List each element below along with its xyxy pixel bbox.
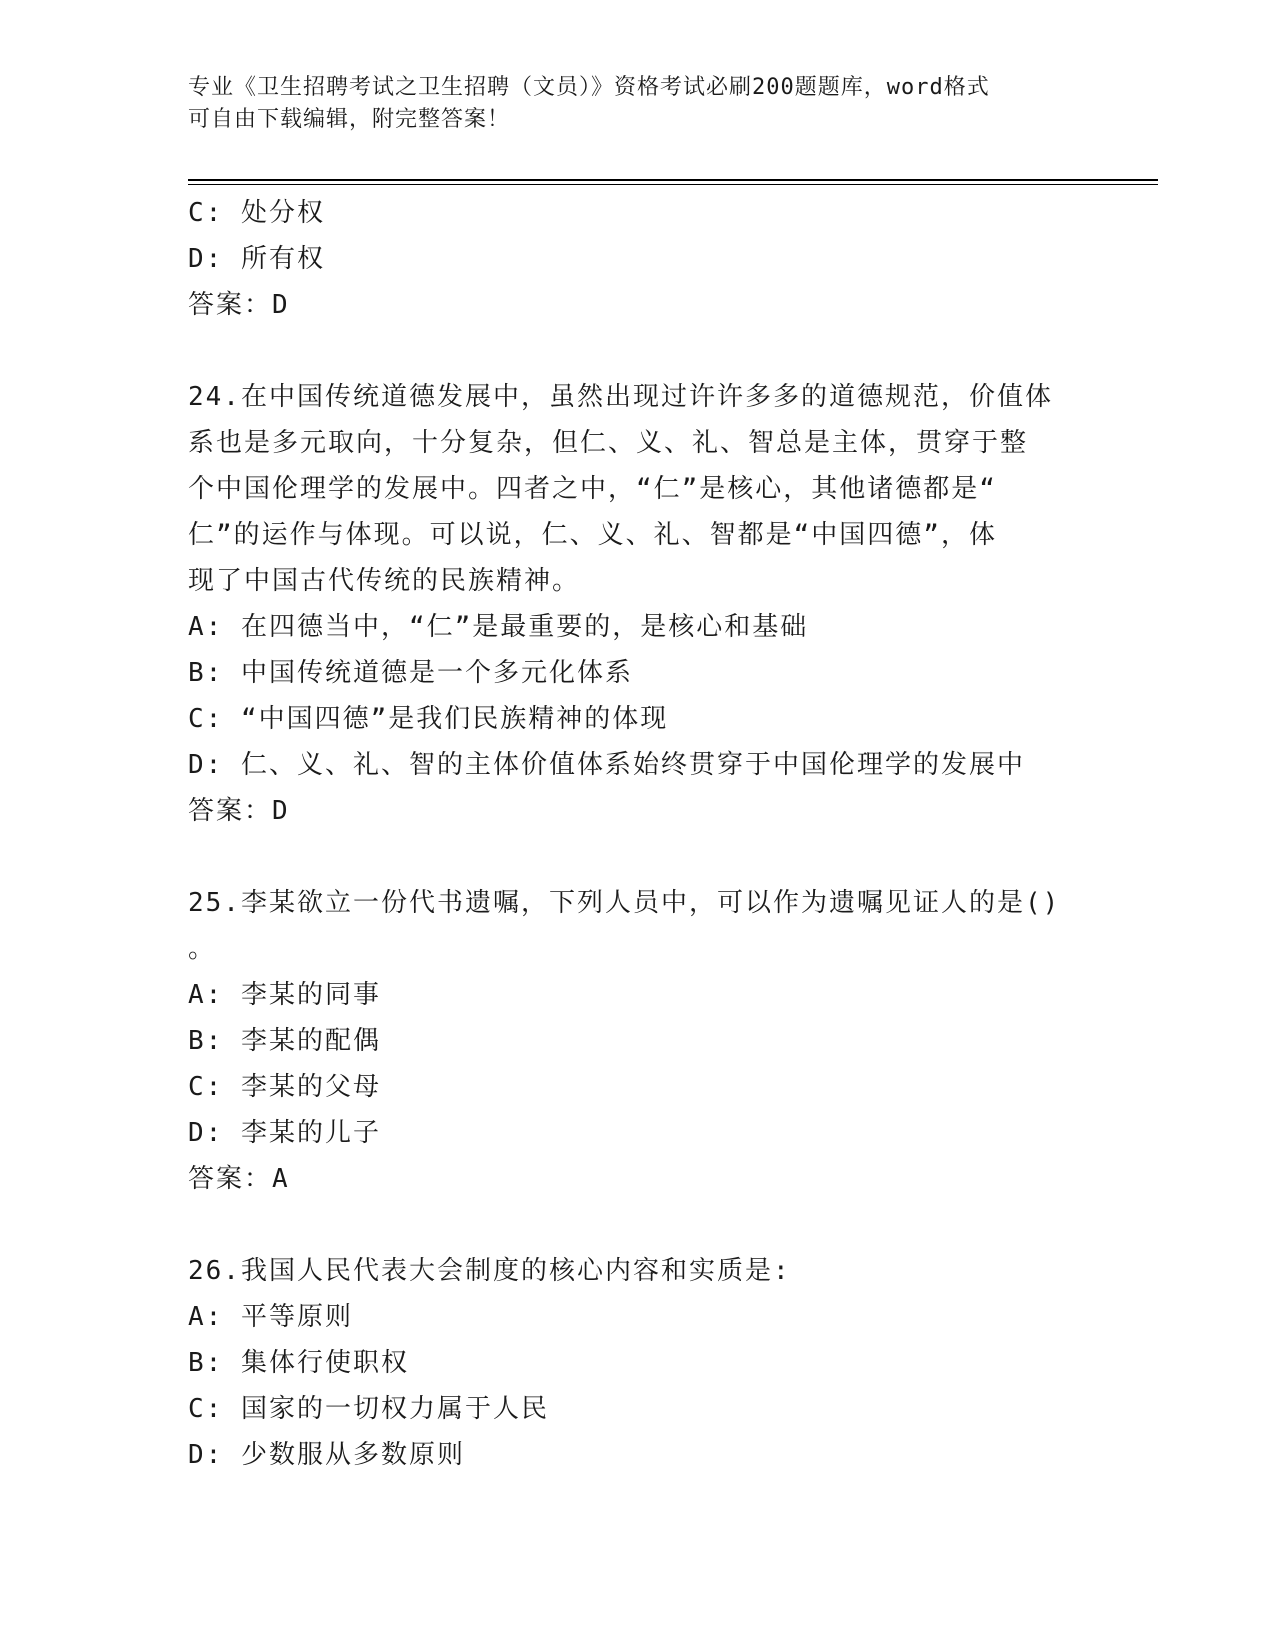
option-d: D: 所有权 bbox=[188, 244, 325, 274]
option-b: B: 李某的配偶 bbox=[188, 1026, 381, 1056]
previous-question-tail bbox=[188, 190, 1088, 328]
answer-line: 答案：A bbox=[188, 1164, 290, 1194]
page-header bbox=[188, 72, 1088, 136]
header-rule-thick bbox=[188, 179, 1158, 181]
spacer bbox=[188, 328, 1088, 374]
question-25 bbox=[188, 880, 1088, 1202]
option-a: A: 平等原则 bbox=[188, 1302, 353, 1332]
answer-line: 答案：D bbox=[188, 796, 290, 826]
header-line-2: 可自由下载编辑，附完整答案！ bbox=[188, 107, 511, 132]
spacer bbox=[188, 834, 1088, 880]
option-a: A: 李某的同事 bbox=[188, 980, 381, 1010]
header-line-1: 专业《卫生招聘考试之卫生招聘（文员）》资格考试必刷200题题库，word格式 bbox=[188, 75, 990, 100]
question-text-line: 系也是多元取向，十分复杂，但仁、义、礼、智总是主体，贯穿于整 bbox=[188, 428, 1029, 458]
header-rule-thin bbox=[188, 184, 1158, 185]
option-a: A: 在四德当中，“仁”是最重要的，是核心和基础 bbox=[188, 612, 809, 642]
question-24 bbox=[188, 374, 1088, 834]
option-c: C: 国家的一切权力属于人民 bbox=[188, 1394, 549, 1424]
question-content bbox=[188, 190, 1088, 1478]
option-c: C: 李某的父母 bbox=[188, 1072, 381, 1102]
option-b: B: 中国传统道德是一个多元化体系 bbox=[188, 658, 633, 688]
option-d: D: 少数服从多数原则 bbox=[188, 1440, 465, 1470]
option-b: B: 集体行使职权 bbox=[188, 1348, 409, 1378]
question-text-line: 26.我国人民代表大会制度的核心内容和实质是: bbox=[188, 1256, 791, 1286]
question-text-line: 个中国伦理学的发展中。四者之中，“仁”是核心，其他诸德都是“ bbox=[188, 474, 997, 504]
option-d: D: 仁、义、礼、智的主体价值体系始终贯穿于中国伦理学的发展中 bbox=[188, 750, 1025, 780]
question-text-line: 现了中国古代传统的民族精神。 bbox=[188, 566, 581, 596]
option-c: C: “中国四德”是我们民族精神的体现 bbox=[188, 704, 669, 734]
spacer bbox=[188, 1202, 1088, 1248]
question-text-line: 24.在中国传统道德发展中，虽然出现过许许多多的道德规范，价值体 bbox=[188, 382, 1053, 412]
option-c: C: 处分权 bbox=[188, 198, 325, 228]
question-26 bbox=[188, 1248, 1088, 1478]
answer-line: 答案：D bbox=[188, 290, 290, 320]
question-text-line: 25.李某欲立一份代书遗嘱，下列人员中，可以作为遗嘱见证人的是() bbox=[188, 888, 1061, 918]
question-text-line: 仁”的运作与体现。可以说，仁、义、礼、智都是“中国四德”，体 bbox=[188, 520, 997, 550]
question-text-line: 。 bbox=[188, 934, 217, 964]
option-d: D: 李某的儿子 bbox=[188, 1118, 381, 1148]
